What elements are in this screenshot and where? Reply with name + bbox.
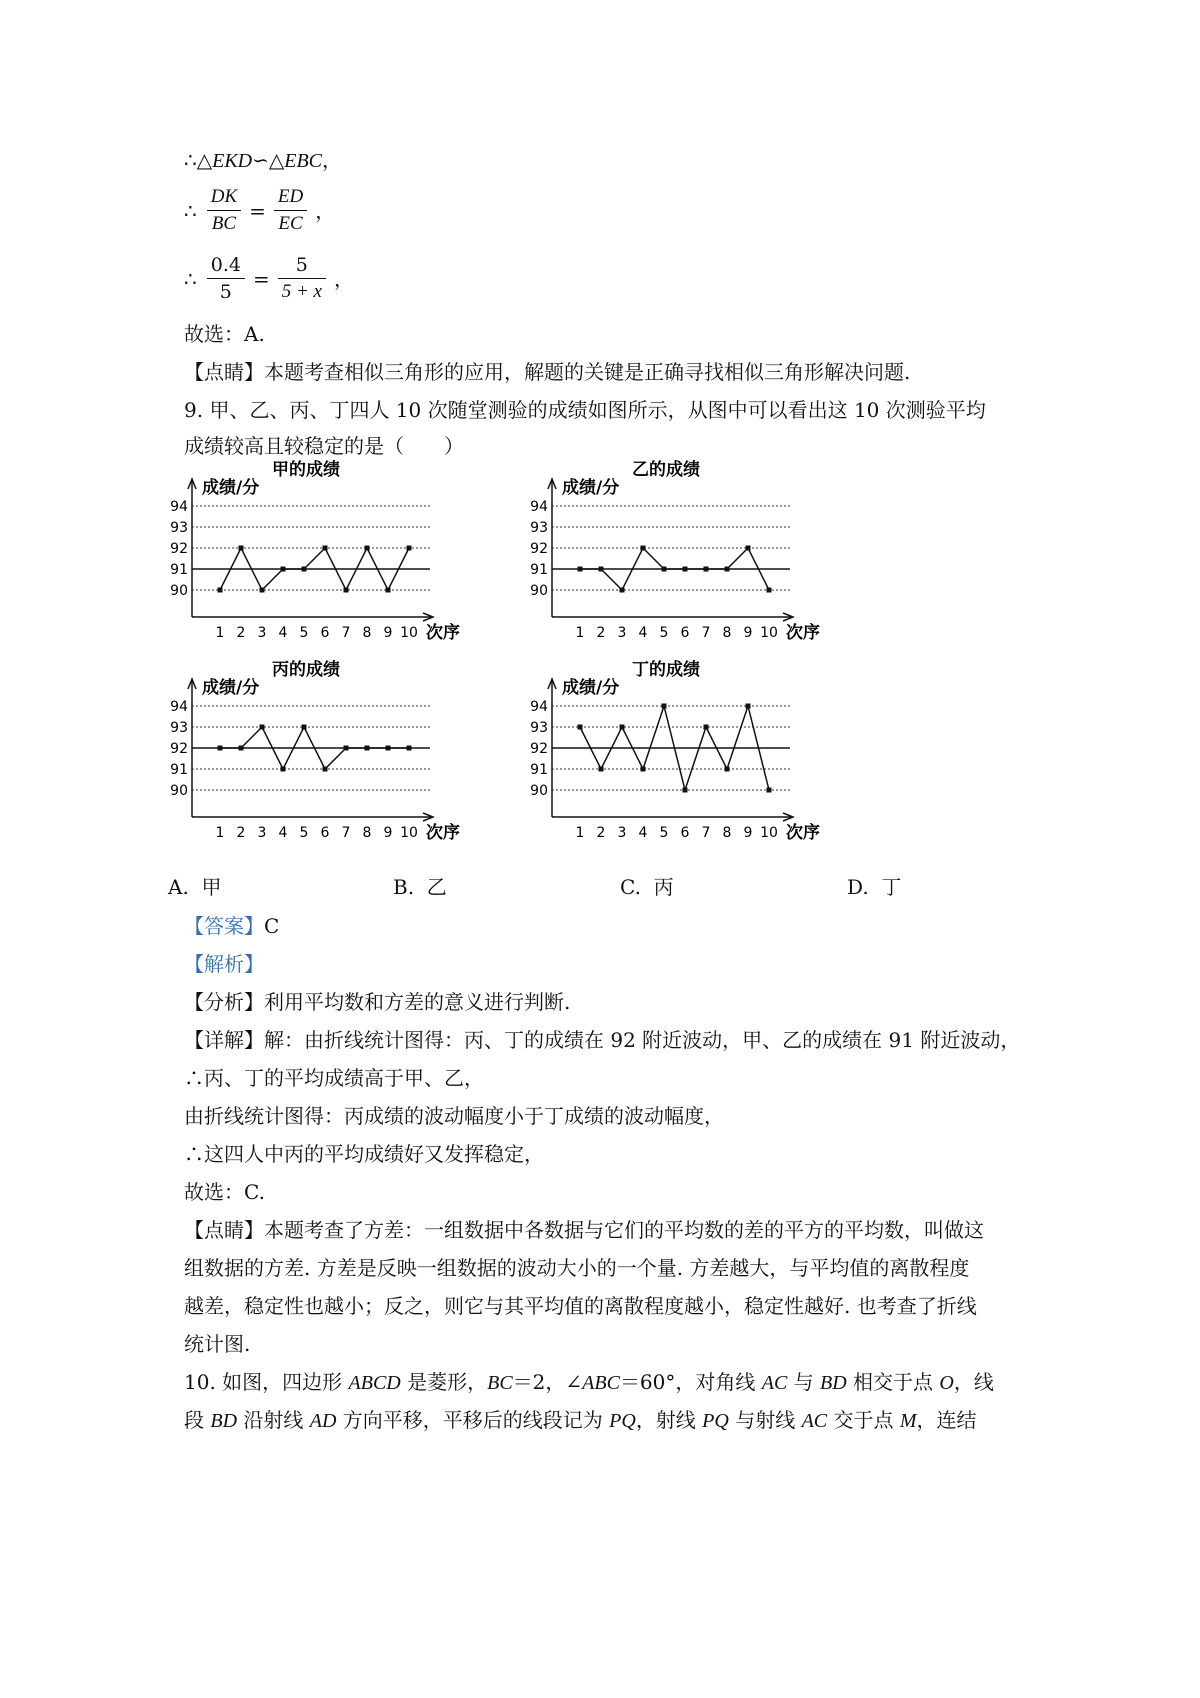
data-point [641, 546, 646, 551]
x-tick-label: 2 [236, 625, 246, 641]
y-tick-label: 91 [530, 762, 548, 778]
y-tick-label: 94 [530, 499, 548, 515]
detail-line2: ∴丙、丁的平均成绩高于甲、乙， [184, 1066, 484, 1090]
x-tick-label: 4 [638, 625, 648, 641]
x-tick-label: 6 [680, 625, 690, 641]
analysis-tag: 【解析】 [184, 952, 264, 976]
chart-title: 乙的成绩 [632, 460, 700, 480]
option-text: 丙 [653, 875, 674, 899]
y-tick-label: 91 [170, 562, 188, 578]
analysis-line [184, 990, 570, 1014]
chart-jia [170, 455, 500, 655]
x-tick-label: 3 [257, 825, 267, 841]
data-point [620, 588, 625, 593]
math-var: ABC [582, 1372, 620, 1394]
x-tick-label: 7 [341, 825, 351, 841]
x-axis-label: 次序 [786, 623, 820, 643]
comment-tag: 【点睛】 [184, 360, 264, 384]
data-point [620, 725, 625, 730]
option-text: 乙 [426, 875, 447, 899]
x-tick-label: 4 [278, 625, 288, 641]
y-axis-label: 成绩/分 [202, 678, 260, 698]
x-tick-label: 9 [383, 825, 393, 841]
y-tick-label: 92 [530, 741, 548, 757]
data-point [407, 746, 412, 751]
data-point [323, 767, 328, 772]
x-axis-label: 次序 [426, 823, 460, 843]
therefore-triangle: ∴△ [184, 148, 213, 172]
math-var: M [899, 1410, 917, 1432]
proof-choice: 故选：A. [184, 322, 265, 346]
solution-comment-line3: 越差，稳定性也越小；反之，则它与其平均值的离散程度越小，稳定性越好. 也考查了折线 [184, 1294, 977, 1318]
data-point [767, 588, 772, 593]
data-point [386, 588, 391, 593]
fraction-dk-bc [207, 184, 241, 237]
y-tick-label: 94 [170, 699, 188, 715]
x-tick-label: 10 [400, 625, 418, 641]
fraction-ed-ec [274, 184, 307, 237]
triangle-ebc: EBC [284, 150, 323, 172]
data-point [704, 567, 709, 572]
detail-tag: 【详解】 [184, 1028, 264, 1052]
x-tick-label: 2 [236, 825, 246, 841]
answer-value: C [264, 914, 280, 938]
data-point [578, 725, 583, 730]
x-axis-label: 次序 [426, 623, 460, 643]
y-tick-label: 90 [170, 583, 188, 599]
text-segment: 相交于点 [846, 1370, 940, 1394]
text-segment: 沿射线 [237, 1408, 310, 1432]
y-tick-label: 93 [170, 520, 188, 536]
numerator: 5 [278, 252, 326, 279]
x-tick-label: 5 [659, 625, 669, 641]
proof-line-similar [184, 148, 342, 173]
detail-text: 解：由折线统计图得：丙、丁的成绩在 92 附近波动，甲、乙的成绩在 91 附近波动， [264, 1028, 1021, 1052]
data-point [281, 767, 286, 772]
text-segment: ，线 [953, 1370, 994, 1394]
x-tick-label: 10 [760, 825, 778, 841]
math-var: BD [210, 1410, 238, 1432]
math-var: ABCD [348, 1372, 401, 1394]
detail-line4: ∴这四人中丙的平均成绩好又发挥稳定， [184, 1142, 544, 1166]
question9-stem-line1: 9. 甲、乙、丙、丁四人 10 次随堂测验的成绩如图所示，从图中可以看出这 10 次测验平均 [184, 398, 986, 422]
text-segment: 与 [787, 1370, 821, 1394]
option-label: C. [620, 875, 641, 899]
therefore-symbol: ∴ [184, 266, 197, 291]
data-point [683, 788, 688, 793]
data-point [260, 725, 265, 730]
data-point [386, 746, 391, 751]
denominator: 5 + x [281, 281, 322, 302]
x-tick-label: 2 [596, 625, 606, 641]
text-segment: 是菱形， [400, 1370, 488, 1394]
math-var: AD [309, 1410, 337, 1432]
y-tick-label: 92 [170, 741, 188, 757]
y-tick-label: 91 [170, 762, 188, 778]
x-tick-label: 4 [638, 825, 648, 841]
y-tick-label: 93 [170, 720, 188, 736]
data-point [281, 567, 286, 572]
chart-bing [170, 655, 500, 855]
x-tick-label: 3 [617, 625, 627, 641]
data-point [407, 546, 412, 551]
equals-sign: = [252, 266, 270, 291]
detail-line3: 由折线统计图得：丙成绩的波动幅度小于丁成绩的波动幅度， [184, 1104, 724, 1128]
text-segment: ，连结 [916, 1408, 977, 1432]
x-tick-label: 3 [257, 625, 267, 641]
math-var: PQ [702, 1410, 729, 1432]
data-point [365, 546, 370, 551]
x-tick-label: 2 [596, 825, 606, 841]
y-tick-label: 93 [530, 720, 548, 736]
y-tick-label: 90 [170, 783, 188, 799]
x-tick-label: 4 [278, 825, 288, 841]
comma: ， [322, 148, 343, 172]
text-segment: 交于点 [827, 1408, 900, 1432]
text-segment: ，射线 [635, 1408, 703, 1432]
x-tick-label: 9 [743, 825, 753, 841]
text-segment: 段 [184, 1408, 211, 1432]
x-tick-label: 8 [722, 825, 732, 841]
option-text: 丁 [881, 875, 902, 899]
math-var: BD [820, 1372, 847, 1394]
option-label: D. [847, 875, 869, 899]
y-axis-label: 成绩/分 [562, 678, 620, 698]
equals-sign: = [249, 198, 266, 223]
x-tick-label: 1 [215, 625, 225, 641]
x-tick-label: 7 [341, 625, 351, 641]
data-point [323, 546, 328, 551]
text-segment: 方向平移，平移后的线段记为 [336, 1408, 610, 1432]
option-b[interactable] [393, 875, 447, 899]
x-tick-label: 5 [299, 825, 309, 841]
data-point [218, 588, 223, 593]
solution-comment-line1 [184, 1218, 984, 1242]
y-tick-label: 92 [530, 541, 548, 557]
data-point [641, 767, 646, 772]
comment-text: 本题考查了方差：一组数据中各数据与它们的平均数的差的平方的平均数，叫做这 [264, 1218, 984, 1242]
chart-yi [530, 455, 860, 655]
x-tick-label: 5 [299, 625, 309, 641]
data-point [725, 767, 730, 772]
y-tick-label: 93 [530, 520, 548, 536]
x-tick-label: 8 [722, 625, 732, 641]
proof-line-ratio [184, 184, 339, 237]
y-tick-label: 94 [170, 499, 188, 515]
data-point [344, 588, 349, 593]
question9-stem-line2: 成绩较高且较稳定的是（ ） [184, 434, 464, 458]
chart-title: 丁的成绩 [632, 660, 700, 680]
data-point [239, 746, 244, 751]
denominator: BC [211, 213, 237, 234]
detail-line1 [184, 1028, 1020, 1052]
x-tick-label: 8 [362, 625, 372, 641]
data-point [662, 567, 667, 572]
chart-title: 甲的成绩 [272, 460, 340, 480]
x-axis-label: 次序 [786, 823, 820, 843]
math-var: BC [487, 1372, 513, 1394]
numerator: DK [207, 184, 241, 211]
solution-comment-line4: 统计图. [184, 1332, 251, 1356]
comma: ， [333, 266, 354, 291]
data-point [767, 788, 772, 793]
math-var: O [939, 1372, 954, 1394]
fraction-04-5 [207, 252, 245, 305]
option-c[interactable] [620, 875, 674, 899]
chart-title: 丙的成绩 [272, 660, 340, 680]
x-tick-label: 7 [701, 825, 711, 841]
answer-line [184, 914, 279, 938]
solution-choice: 故选：C. [184, 1180, 265, 1204]
question10-line2 [184, 1408, 977, 1433]
chart-ding [530, 655, 860, 855]
x-tick-label: 9 [383, 625, 393, 641]
math-var: PQ [609, 1410, 636, 1432]
x-tick-label: 1 [575, 825, 585, 841]
data-point [302, 567, 307, 572]
math-var: AC [761, 1372, 788, 1394]
option-text: 甲 [201, 875, 222, 899]
x-tick-label: 3 [617, 825, 627, 841]
x-tick-label: 10 [400, 825, 418, 841]
text-segment: 10. 如图，四边形 [184, 1370, 349, 1394]
data-point [683, 567, 688, 572]
solution-comment-line2: 组数据的方差. 方差是反映一组数据的波动大小的一个量. 方差越大，与平均值的离散程度 [184, 1256, 970, 1280]
text-segment: 与射线 [728, 1408, 802, 1432]
option-a[interactable] [168, 875, 222, 899]
x-tick-label: 10 [760, 625, 778, 641]
fraction-5-5x [278, 252, 326, 305]
proof-comment [184, 360, 910, 384]
x-tick-label: 9 [743, 625, 753, 641]
data-point [599, 767, 604, 772]
answer-tag: 【答案】 [184, 914, 264, 938]
proof-line-numeric [184, 252, 358, 305]
data-point [704, 725, 709, 730]
similar-triangle-symbol: ∽△ [252, 148, 285, 172]
option-label: B. [393, 875, 415, 899]
x-tick-label: 7 [701, 625, 711, 641]
x-tick-label: 1 [575, 625, 585, 641]
therefore-symbol: ∴ [184, 198, 197, 223]
y-tick-label: 94 [530, 699, 548, 715]
data-point [260, 588, 265, 593]
denominator: EC [278, 213, 303, 234]
data-point [578, 567, 583, 572]
x-tick-label: 1 [215, 825, 225, 841]
x-tick-label: 6 [320, 625, 330, 641]
data-point [239, 546, 244, 551]
analysis-text: 利用平均数和方差的意义进行判断. [264, 990, 571, 1014]
analysis-sub-tag: 【分析】 [184, 990, 264, 1014]
data-point [725, 567, 730, 572]
data-point [302, 725, 307, 730]
math-var: AC [801, 1410, 828, 1432]
x-tick-label: 8 [362, 825, 372, 841]
data-point [662, 704, 667, 709]
data-point [365, 746, 370, 751]
x-tick-label: 6 [320, 825, 330, 841]
x-tick-label: 5 [659, 825, 669, 841]
y-tick-label: 90 [530, 583, 548, 599]
option-label: A. [168, 875, 189, 899]
y-tick-label: 91 [530, 562, 548, 578]
denominator: 5 [219, 281, 232, 303]
numerator: 0.4 [207, 252, 245, 279]
y-axis-label: 成绩/分 [562, 478, 620, 498]
comment-tag: 【点睛】 [184, 1218, 264, 1242]
data-point [746, 546, 751, 551]
text-segment: ＝2，∠ [512, 1370, 583, 1394]
text-segment: ＝60°，对角线 [619, 1370, 762, 1394]
triangle-ekd: EKD [212, 150, 253, 172]
y-axis-label: 成绩/分 [202, 478, 260, 498]
y-tick-label: 90 [530, 783, 548, 799]
comma: ， [315, 198, 336, 223]
comment-text: 本题考查相似三角形的应用，解题的关键是正确寻找相似三角形解决问题. [264, 360, 911, 384]
numerator: ED [274, 184, 307, 211]
question10-line1 [184, 1370, 994, 1395]
y-tick-label: 92 [170, 541, 188, 557]
data-point [344, 746, 349, 751]
x-tick-label: 6 [680, 825, 690, 841]
data-point [599, 567, 604, 572]
data-point [746, 704, 751, 709]
option-d[interactable] [847, 875, 901, 899]
data-point [218, 746, 223, 751]
